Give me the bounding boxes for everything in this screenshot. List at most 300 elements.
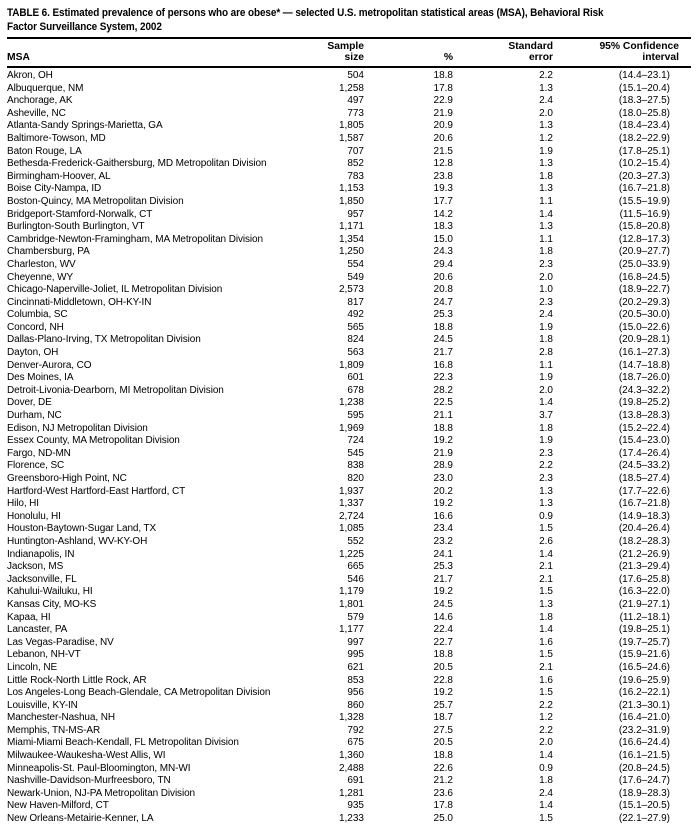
msa-cell: Las Vegas-Paradise, NV: [7, 636, 114, 648]
percent-cell: 24.1: [433, 548, 453, 560]
table-row: [7, 171, 691, 184]
table-row: [7, 460, 691, 473]
confidence-interval-cell: (20.4–26.4): [618, 523, 670, 535]
confidence-interval-cell: (20.3–27.3): [618, 170, 670, 182]
confidence-interval-cell: (19.6–25.9): [618, 674, 670, 686]
msa-cell: Kansas City, MO-KS: [7, 598, 97, 610]
percent-cell: 24.7: [433, 296, 453, 308]
sample-size-cell: 707: [347, 145, 364, 157]
sample-size-cell: 956: [347, 687, 364, 699]
msa-cell: Hilo, HI: [7, 498, 39, 510]
column-header-percent: [368, 39, 457, 67]
confidence-interval-cell: (18.0–25.8): [618, 107, 670, 119]
table-row: [7, 813, 691, 824]
percent-cell: 18.8: [433, 750, 453, 762]
standard-error-cell: 2.2: [539, 724, 553, 736]
standard-error-cell: 1.5: [539, 813, 553, 824]
sample-size-cell: 1,258: [338, 82, 364, 94]
table-row: [7, 511, 691, 524]
percent-cell: 22.7: [433, 636, 453, 648]
sample-size-cell: 665: [347, 561, 364, 573]
table-row: [7, 473, 691, 486]
confidence-interval-cell: (16.2–22.1): [618, 687, 670, 699]
sample-size-cell: 724: [347, 435, 364, 447]
sample-size-cell: 1,354: [338, 233, 364, 245]
confidence-interval-cell: (13.8–28.3): [618, 410, 670, 422]
standard-error-cell: 1.8: [539, 611, 553, 623]
percent-cell: 21.2: [433, 775, 453, 787]
confidence-interval-cell: (19.7–25.7): [618, 636, 670, 648]
table-row: [7, 737, 691, 750]
table-row: [7, 624, 691, 637]
msa-cell: Fargo, ND-MN: [7, 447, 71, 459]
standard-error-cell: 1.6: [539, 636, 553, 648]
percent-cell: 20.9: [433, 120, 453, 132]
confidence-interval-cell: (24.3–32.2): [618, 384, 670, 396]
sample-size-cell: 1,337: [338, 498, 364, 510]
table-row: [7, 209, 691, 222]
standard-error-cell: 1.6: [539, 674, 553, 686]
table-title: [7, 7, 691, 39]
sample-size-cell: 852: [347, 158, 364, 170]
sample-size-cell: 546: [347, 573, 364, 585]
standard-error-cell: 2.0: [539, 737, 553, 749]
percent-cell: 23.4: [433, 523, 453, 535]
standard-error-cell: 2.3: [539, 473, 553, 484]
percent-cell: 25.3: [433, 309, 453, 321]
standard-error-cell: 2.3: [539, 258, 553, 270]
msa-cell: Birmingham-Hoover, AL: [7, 170, 111, 182]
percent-cell: 22.9: [433, 95, 453, 107]
percent-cell: 17.7: [433, 195, 453, 207]
confidence-interval-cell: (15.4–23.0): [618, 435, 670, 447]
standard-error-cell: 1.1: [539, 195, 553, 207]
column-header-percent-label: %: [443, 51, 453, 63]
confidence-interval-cell: (16.3–22.0): [618, 586, 670, 598]
confidence-interval-cell: (16.5–24.6): [618, 661, 670, 673]
table-row: [7, 397, 691, 410]
percent-cell: 24.5: [433, 598, 453, 610]
percent-cell: 23.8: [433, 170, 453, 182]
table-body: [7, 67, 691, 824]
table-row: [7, 334, 691, 347]
standard-error-cell: 0.9: [539, 762, 553, 774]
percent-cell: 20.5: [433, 661, 453, 673]
msa-cell: Baltimore-Towson, MD: [7, 132, 106, 144]
confidence-interval-cell: (18.3–27.5): [618, 95, 670, 107]
msa-cell: Nashville-Davidson-Murfreesboro, TN: [7, 775, 171, 787]
sample-size-cell: 554: [347, 258, 364, 270]
confidence-interval-cell: (18.2–28.3): [618, 535, 670, 547]
percent-cell: 27.5: [433, 724, 453, 736]
table-row: [7, 360, 691, 373]
msa-cell: Huntington-Ashland, WV-KY-OH: [7, 535, 148, 547]
confidence-interval-cell: (16.7–21.8): [618, 498, 670, 510]
sample-size-cell: 675: [347, 737, 364, 749]
msa-cell: Indianapolis, IN: [7, 548, 75, 560]
table-row: [7, 574, 691, 587]
column-header-sample-line2: size: [344, 51, 364, 63]
msa-cell: New Haven-Milford, CT: [7, 800, 109, 812]
percent-cell: 18.3: [433, 221, 453, 233]
standard-error-cell: 2.0: [539, 384, 553, 396]
table-row: [7, 712, 691, 725]
column-header-se-line2: error: [528, 51, 553, 63]
table-row: [7, 561, 691, 574]
sample-size-cell: 545: [347, 447, 364, 459]
table-row: [7, 133, 691, 146]
standard-error-cell: 1.5: [539, 523, 553, 535]
table-row: [7, 259, 691, 272]
table-row: [7, 297, 691, 310]
msa-cell: Louisville, KY-IN: [7, 699, 78, 711]
msa-cell: Burlington-South Burlington, VT: [7, 221, 145, 233]
confidence-interval-cell: (15.1–20.4): [618, 82, 670, 94]
percent-cell: 24.3: [433, 246, 453, 258]
table-row: [7, 599, 691, 612]
msa-cell: Jacksonville, FL: [7, 573, 77, 585]
table-title-line-1: TABLE 6. Estimated prevalence of persons who are obese* — selected U.S. metropolitan statistical areas (MSA), Behavioral Risk: [7, 7, 604, 19]
standard-error-cell: 1.8: [539, 334, 553, 346]
standard-error-cell: 2.0: [539, 271, 553, 283]
sample-size-cell: 1,809: [338, 359, 364, 371]
standard-error-cell: 2.1: [539, 573, 553, 585]
confidence-interval-cell: (20.8–24.5): [618, 762, 670, 774]
percent-cell: 20.6: [433, 132, 453, 144]
percent-cell: 12.8: [433, 158, 453, 170]
confidence-interval-cell: (20.9–27.7): [618, 246, 670, 258]
column-header-ci-line1: 95% Confidence: [599, 41, 679, 52]
percent-cell: 25.0: [433, 813, 453, 824]
sample-size-cell: 621: [347, 661, 364, 673]
confidence-interval-cell: (16.8–24.5): [618, 271, 670, 283]
msa-cell: Newark-Union, NJ-PA Metropolitan Division: [7, 787, 196, 799]
confidence-interval-cell: (18.4–23.4): [618, 120, 670, 132]
msa-cell: Cheyenne, WY: [7, 271, 74, 283]
confidence-interval-cell: (16.1–27.3): [618, 347, 670, 359]
msa-cell: Bethesda-Frederick-Gaithersburg, MD Metropolitan Division: [7, 158, 267, 170]
msa-cell: Asheville, NC: [7, 107, 66, 119]
standard-error-cell: 1.3: [539, 120, 553, 132]
percent-cell: 22.3: [433, 372, 453, 384]
sample-size-cell: 817: [347, 296, 364, 308]
confidence-interval-cell: (15.8–20.8): [618, 221, 670, 233]
sample-size-cell: 1,153: [338, 183, 364, 195]
standard-error-cell: 1.4: [539, 208, 553, 220]
confidence-interval-cell: (25.0–33.9): [618, 258, 670, 270]
table-row: [7, 146, 691, 159]
percent-cell: 21.9: [433, 447, 453, 459]
table-header: [7, 39, 691, 67]
sample-size-cell: 997: [347, 636, 364, 648]
sample-size-cell: 549: [347, 271, 364, 283]
sample-size-cell: 504: [347, 70, 364, 81]
standard-error-cell: 1.0: [539, 284, 553, 296]
confidence-interval-cell: (18.9–22.7): [618, 284, 670, 296]
percent-cell: 23.6: [433, 787, 453, 799]
standard-error-cell: 1.3: [539, 498, 553, 510]
confidence-interval-cell: (17.6–24.7): [618, 775, 670, 787]
msa-cell: Essex County, MA Metropolitan Division: [7, 435, 180, 447]
standard-error-cell: 1.1: [539, 359, 553, 371]
column-header-ci-line2: interval: [642, 51, 679, 63]
confidence-interval-cell: (14.4–23.1): [618, 70, 670, 81]
standard-error-cell: 2.3: [539, 296, 553, 308]
sample-size-cell: 1,238: [338, 397, 364, 409]
sample-size-cell: 497: [347, 95, 364, 107]
table-row: [7, 700, 691, 713]
sample-size-cell: 1,179: [338, 586, 364, 598]
msa-cell: Houston-Baytown-Sugar Land, TX: [7, 523, 157, 535]
confidence-interval-cell: (17.7–22.6): [618, 485, 670, 497]
table-row: [7, 788, 691, 801]
percent-cell: 17.8: [433, 800, 453, 812]
confidence-interval-cell: (16.1–21.5): [618, 750, 670, 762]
percent-cell: 28.2: [433, 384, 453, 396]
table-header-row: [7, 39, 691, 67]
table-title-line-2: Factor Surveillance System, 2002: [7, 20, 162, 33]
sample-size-cell: 1,805: [338, 120, 364, 132]
confidence-interval-cell: (15.9–21.6): [618, 649, 670, 661]
msa-cell: Florence, SC: [7, 460, 65, 472]
sample-size-cell: 2,573: [338, 284, 364, 296]
standard-error-cell: 2.3: [539, 447, 553, 459]
sample-size-cell: 1,969: [338, 422, 364, 434]
msa-cell: Lancaster, PA: [7, 624, 68, 636]
msa-cell: Hartford-West Hartford-East Hartford, CT: [7, 485, 186, 497]
standard-error-cell: 1.3: [539, 485, 553, 497]
table-row: [7, 435, 691, 448]
sample-size-cell: 1,587: [338, 132, 364, 144]
table-row: [7, 649, 691, 662]
percent-cell: 29.4: [433, 258, 453, 270]
sample-size-cell: 565: [347, 321, 364, 333]
confidence-interval-cell: (24.5–33.2): [618, 460, 670, 472]
msa-cell: Denver-Aurora, CO: [7, 359, 92, 371]
prevalence-table: [7, 39, 691, 824]
percent-cell: 21.1: [433, 410, 453, 422]
msa-cell: Baton Rouge, LA: [7, 145, 82, 157]
table-row: [7, 67, 691, 83]
sample-size-cell: 2,488: [338, 762, 364, 774]
msa-cell: Honolulu, HI: [7, 510, 61, 522]
table-row: [7, 108, 691, 121]
percent-cell: 21.5: [433, 145, 453, 157]
msa-cell: Bridgeport-Stamford-Norwalk, CT: [7, 208, 153, 220]
msa-cell: Cincinnati-Middletown, OH-KY-IN: [7, 296, 152, 308]
table-row: [7, 158, 691, 171]
msa-cell: Kapaa, HI: [7, 611, 51, 623]
msa-cell: Des Moines, IA: [7, 372, 74, 384]
standard-error-cell: 2.2: [539, 699, 553, 711]
percent-cell: 18.7: [433, 712, 453, 724]
msa-cell: Jackson, MS: [7, 561, 64, 573]
sample-size-cell: 1,233: [338, 813, 364, 824]
confidence-interval-cell: (18.5–27.4): [618, 473, 670, 484]
percent-cell: 19.2: [433, 687, 453, 699]
column-header-sample-line1: Sample: [327, 41, 364, 52]
sample-size-cell: 1,850: [338, 195, 364, 207]
confidence-interval-cell: (15.2–22.4): [618, 422, 670, 434]
msa-cell: Dallas-Plano-Irving, TX Metropolitan Division: [7, 334, 201, 346]
standard-error-cell: 2.4: [539, 95, 553, 107]
column-header-sample-size: [307, 39, 368, 67]
standard-error-cell: 1.5: [539, 687, 553, 699]
sample-size-cell: 492: [347, 309, 364, 321]
table-row: [7, 498, 691, 511]
confidence-interval-cell: (19.8–25.2): [618, 397, 670, 409]
confidence-interval-cell: (10.2–15.4): [618, 158, 670, 170]
sample-size-cell: 935: [347, 800, 364, 812]
percent-cell: 23.0: [433, 473, 453, 484]
msa-cell: Manchester-Nashua, NH: [7, 712, 115, 724]
sample-size-cell: 853: [347, 674, 364, 686]
msa-cell: Cambridge-Newton-Framingham, MA Metropolitan Division: [7, 233, 263, 245]
column-header-standard-error: [457, 39, 557, 67]
standard-error-cell: 1.4: [539, 750, 553, 762]
sample-size-cell: 1,937: [338, 485, 364, 497]
percent-cell: 19.3: [433, 183, 453, 195]
standard-error-cell: 1.4: [539, 397, 553, 409]
table-row: [7, 120, 691, 133]
percent-cell: 21.7: [433, 573, 453, 585]
confidence-interval-cell: (21.2–26.9): [618, 548, 670, 560]
table-row: [7, 586, 691, 599]
sample-size-cell: 1,328: [338, 712, 364, 724]
table-row: [7, 284, 691, 297]
sample-size-cell: 691: [347, 775, 364, 787]
msa-cell: Anchorage, AK: [7, 95, 73, 107]
msa-cell: Concord, NH: [7, 321, 64, 333]
msa-cell: Miami-Miami Beach-Kendall, FL Metropolitan Division: [7, 737, 239, 749]
standard-error-cell: 1.3: [539, 82, 553, 94]
table-row: [7, 272, 691, 285]
percent-cell: 20.8: [433, 284, 453, 296]
table-row: [7, 196, 691, 209]
confidence-interval-cell: (12.8–17.3): [618, 233, 670, 245]
standard-error-cell: 1.8: [539, 246, 553, 258]
confidence-interval-cell: (17.6–25.8): [618, 573, 670, 585]
percent-cell: 25.3: [433, 561, 453, 573]
percent-cell: 23.2: [433, 535, 453, 547]
msa-cell: Boston-Quincy, MA Metropolitan Division: [7, 195, 184, 207]
table-row: [7, 523, 691, 536]
standard-error-cell: 1.4: [539, 800, 553, 812]
sample-size-cell: 595: [347, 410, 364, 422]
column-header-confidence-interval: [557, 39, 691, 67]
percent-cell: 14.2: [433, 208, 453, 220]
table-row: [7, 763, 691, 776]
standard-error-cell: 2.0: [539, 107, 553, 119]
table-row: [7, 662, 691, 675]
percent-cell: 15.0: [433, 233, 453, 245]
confidence-interval-cell: (11.2–18.1): [619, 611, 670, 623]
percent-cell: 21.9: [433, 107, 453, 119]
table-row: [7, 309, 691, 322]
sample-size-cell: 579: [347, 611, 364, 623]
percent-cell: 25.7: [433, 699, 453, 711]
percent-cell: 17.8: [433, 82, 453, 94]
confidence-interval-cell: (17.4–26.4): [618, 447, 670, 459]
percent-cell: 18.8: [433, 321, 453, 333]
msa-cell: Chambersburg, PA: [7, 246, 90, 258]
table-row: [7, 221, 691, 234]
table-row: [7, 486, 691, 499]
confidence-interval-cell: (19.8–25.1): [618, 624, 670, 636]
sample-size-cell: 601: [347, 372, 364, 384]
table-row: [7, 372, 691, 385]
standard-error-cell: 1.5: [539, 649, 553, 661]
confidence-interval-cell: (15.1–20.5): [618, 800, 670, 812]
table-row: [7, 725, 691, 738]
standard-error-cell: 1.9: [539, 372, 553, 384]
msa-cell: Little Rock-North Little Rock, AR: [7, 674, 147, 686]
standard-error-cell: 1.3: [539, 221, 553, 233]
confidence-interval-cell: (20.9–28.1): [618, 334, 670, 346]
table-row: [7, 246, 691, 259]
msa-cell: Boise City-Nampa, ID: [7, 183, 102, 195]
msa-cell: Dayton, OH: [7, 347, 59, 359]
msa-cell: Memphis, TN-MS-AR: [7, 724, 101, 736]
msa-cell: Los Angeles-Long Beach-Glendale, CA Metropolitan Division: [7, 687, 271, 699]
confidence-interval-cell: (20.2–29.3): [618, 296, 670, 308]
standard-error-cell: 2.1: [539, 561, 553, 573]
confidence-interval-cell: (22.1–27.9): [618, 813, 670, 824]
sample-size-cell: 1,801: [338, 598, 364, 610]
sample-size-cell: 552: [347, 535, 364, 547]
sample-size-cell: 1,177: [338, 624, 364, 636]
sample-size-cell: 957: [347, 208, 364, 220]
percent-cell: 16.6: [433, 510, 453, 522]
sample-size-cell: 838: [347, 460, 364, 472]
msa-cell: Dover, DE: [7, 397, 52, 409]
percent-cell: 22.5: [433, 397, 453, 409]
table-row: [7, 448, 691, 461]
table-row: [7, 423, 691, 436]
msa-cell: Columbia, SC: [7, 309, 68, 321]
msa-cell: Detroit-Livonia-Dearborn, MI Metropolitan Division: [7, 384, 224, 396]
confidence-interval-cell: (18.2–22.9): [618, 132, 670, 144]
standard-error-cell: 2.8: [539, 347, 553, 359]
msa-cell: Albuquerque, NM: [7, 82, 84, 94]
confidence-interval-cell: (21.3–30.1): [618, 699, 670, 711]
standard-error-cell: 1.3: [539, 183, 553, 195]
msa-cell: Greensboro-High Point, NC: [7, 473, 127, 484]
standard-error-cell: 0.9: [539, 510, 553, 522]
percent-cell: 22.4: [433, 624, 453, 636]
sample-size-cell: 773: [347, 107, 364, 119]
percent-cell: 19.2: [433, 498, 453, 510]
standard-error-cell: 2.4: [539, 787, 553, 799]
percent-cell: 18.8: [433, 422, 453, 434]
percent-cell: 18.8: [433, 649, 453, 661]
table-row: [7, 750, 691, 763]
confidence-interval-cell: (21.9–27.1): [618, 598, 670, 610]
sample-size-cell: 1,281: [338, 787, 364, 799]
table-row: [7, 83, 691, 96]
msa-cell: Charleston, WV: [7, 258, 76, 270]
percent-cell: 28.9: [433, 460, 453, 472]
standard-error-cell: 2.2: [539, 70, 553, 81]
standard-error-cell: 1.8: [539, 422, 553, 434]
table-row: [7, 687, 691, 700]
table-row: [7, 410, 691, 423]
msa-cell: Durham, NC: [7, 410, 62, 422]
sample-size-cell: 820: [347, 473, 364, 484]
confidence-interval-cell: (14.7–18.8): [618, 359, 670, 371]
table-row: [7, 800, 691, 813]
table-row: [7, 775, 691, 788]
